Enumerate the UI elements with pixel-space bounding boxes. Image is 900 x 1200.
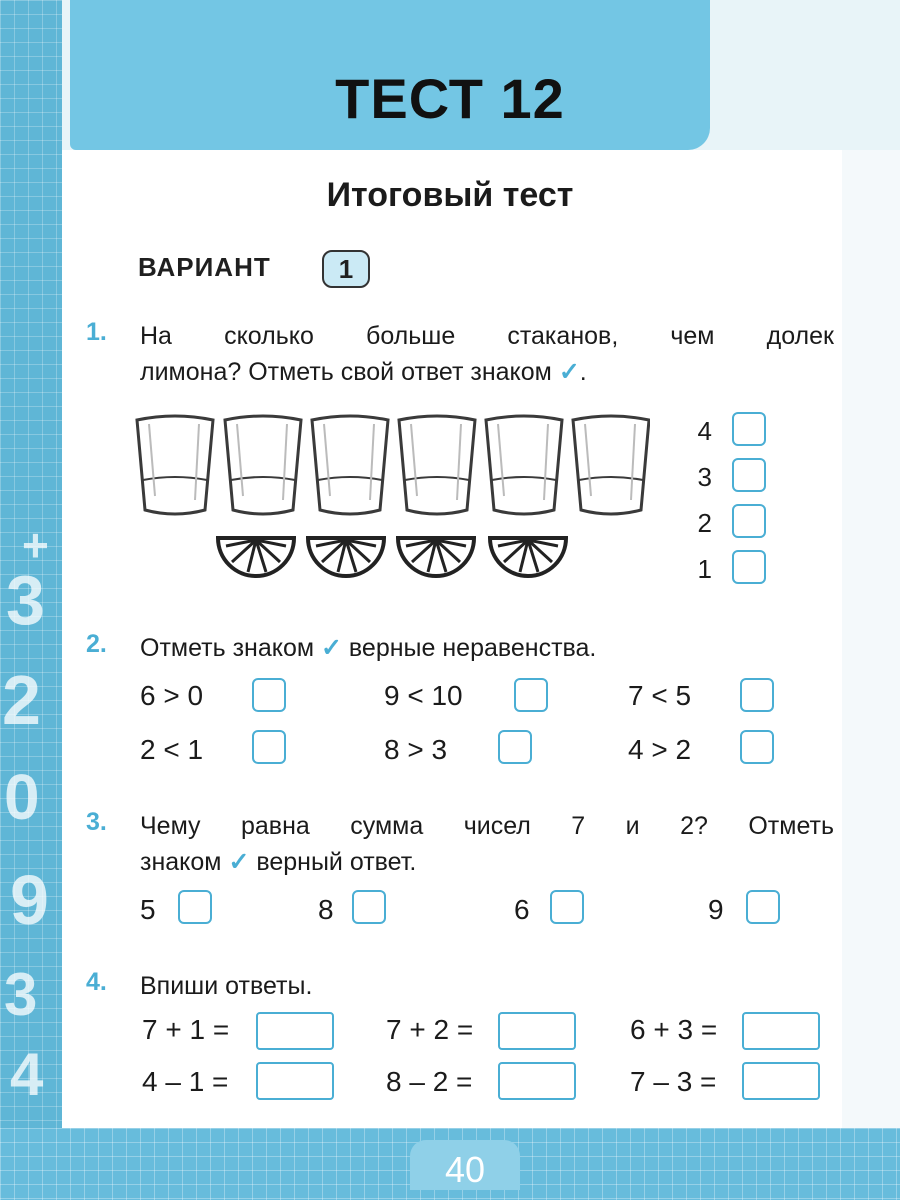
page-number: 40 xyxy=(410,1140,520,1190)
inequality-checkbox[interactable] xyxy=(252,730,286,764)
equation: 7 + 1 = xyxy=(142,1014,230,1045)
question-1-line-2 xyxy=(140,354,834,390)
glass-icon xyxy=(137,416,213,514)
equation: 7 + 2 = xyxy=(386,1014,474,1045)
equation: 7 – 3 = xyxy=(630,1066,717,1097)
equation: 6 + 3 = xyxy=(630,1014,718,1045)
inequality: 9 < 10 xyxy=(384,680,463,711)
lemon-slice-icon xyxy=(490,538,566,576)
q3-option-label: 6 xyxy=(514,894,530,925)
plus-decoration: + xyxy=(22,519,49,571)
question-1-line-2-end: . xyxy=(579,358,587,386)
digit-decoration: 2 xyxy=(2,661,41,739)
q3-option-checkbox[interactable] xyxy=(746,890,780,924)
question-2-text-b: верные неравенства. xyxy=(348,634,597,662)
q1-option-label: 2 xyxy=(697,508,712,538)
answer-input[interactable] xyxy=(742,1062,820,1100)
question-1-number: 1. xyxy=(86,318,107,346)
digit-decoration: 3 xyxy=(4,961,38,1028)
q1-option-checkbox[interactable] xyxy=(732,550,766,584)
inequality-checkbox[interactable] xyxy=(740,678,774,712)
glass-icon xyxy=(399,416,475,514)
q3-option-checkbox[interactable] xyxy=(178,890,212,924)
question-1-line-2-text: лимона? Отметь свой ответ знаком xyxy=(140,358,552,386)
inequality: 6 > 0 xyxy=(140,680,204,711)
inequality: 4 > 2 xyxy=(628,734,692,765)
question-3-line-2-a: знаком xyxy=(140,848,222,876)
inequality-checkbox[interactable] xyxy=(740,730,774,764)
question-1-illustration xyxy=(130,410,650,590)
check-icon: ✓ xyxy=(321,634,342,662)
q1-option-label: 3 xyxy=(697,462,712,492)
inequality: 2 < 1 xyxy=(140,734,204,765)
inequality-checkbox[interactable] xyxy=(514,678,548,712)
question-2-text xyxy=(140,630,596,666)
question-4-text: Впиши ответы. xyxy=(140,972,313,1000)
glass-icon xyxy=(225,416,301,514)
answer-input[interactable] xyxy=(742,1012,820,1050)
answer-input[interactable] xyxy=(498,1012,576,1050)
inequality: 8 > 3 xyxy=(384,734,448,765)
glass-icon xyxy=(486,416,562,514)
answer-input[interactable] xyxy=(256,1012,334,1050)
q3-option-label: 5 xyxy=(140,894,156,925)
digit-decoration: 4 xyxy=(10,1041,44,1108)
digit-decoration: 9 xyxy=(10,861,49,939)
test-subtitle: Итоговый тест xyxy=(326,176,574,214)
inequality: 7 < 5 xyxy=(628,680,692,711)
glasses-group xyxy=(137,416,649,514)
question-3-line-2 xyxy=(140,844,416,880)
glass-icon xyxy=(312,416,388,514)
lemon-slice-icon xyxy=(398,538,474,576)
question-3-line-1: Чему равна сумма чисел 7 и 2? Отметь xyxy=(140,812,834,840)
q1-option-checkbox[interactable] xyxy=(732,458,766,492)
test-title: ТЕСТ 12 xyxy=(335,67,565,130)
inequality-checkbox[interactable] xyxy=(498,730,532,764)
question-3-number: 3. xyxy=(86,808,107,836)
equation: 8 – 2 = xyxy=(386,1066,473,1097)
question-1-line-1: На сколько больше стаканов, чем долек xyxy=(140,322,834,350)
question-2-text-a: Отметь знаком xyxy=(140,634,315,662)
question-2-number: 2. xyxy=(86,630,107,658)
question-4-number: 4. xyxy=(86,968,107,996)
glass-icon xyxy=(573,416,649,514)
lemon-slice-icon xyxy=(308,538,384,576)
q1-option-label: 4 xyxy=(697,416,712,446)
q1-option-label: 1 xyxy=(697,554,712,584)
q1-option-checkbox[interactable] xyxy=(732,412,766,446)
answer-input[interactable] xyxy=(498,1062,576,1100)
check-icon: ✓ xyxy=(228,848,250,876)
inequality-checkbox[interactable] xyxy=(252,678,286,712)
answer-input[interactable] xyxy=(256,1062,334,1100)
q1-option-checkbox[interactable] xyxy=(732,504,766,538)
check-icon: ✓ xyxy=(558,358,580,386)
q3-option-checkbox[interactable] xyxy=(352,890,386,924)
digit-decoration: 0 xyxy=(4,761,40,833)
lemon-slice-icon xyxy=(218,538,294,576)
variant-number-badge: 1 xyxy=(322,250,370,288)
lemons-group xyxy=(218,538,566,576)
question-3-line-2-b: верный ответ. xyxy=(256,848,417,876)
equation: 4 – 1 = xyxy=(142,1066,229,1097)
digit-decoration: 3 xyxy=(6,561,45,639)
q3-option-label: 8 xyxy=(318,894,334,925)
q3-option-label: 9 xyxy=(708,894,724,925)
q3-option-checkbox[interactable] xyxy=(550,890,584,924)
right-margin xyxy=(842,150,900,1200)
variant-label: ВАРИАНТ xyxy=(138,252,271,282)
